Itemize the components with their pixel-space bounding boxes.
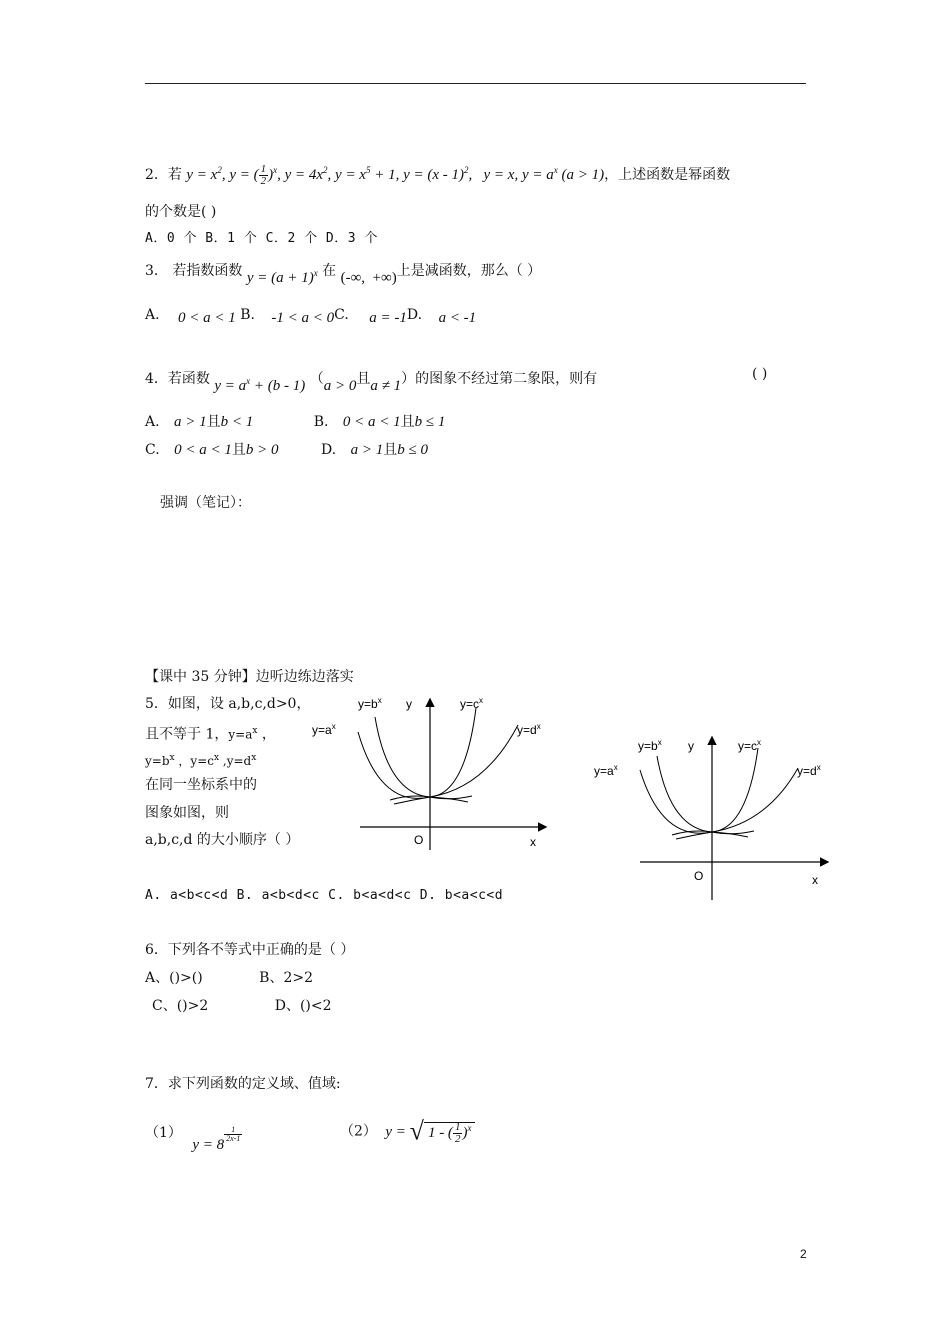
q3-lead: 3． 若指数函数 — [145, 263, 243, 279]
fig1-label-o: O — [414, 833, 424, 847]
q7-part1 — [145, 1118, 242, 1153]
q7-p2-label: （2） — [340, 1123, 377, 1140]
q4-lead: 4．若函数 — [145, 371, 210, 387]
q7-p1-label: （1） — [145, 1125, 182, 1141]
q4-options-ab — [145, 412, 445, 432]
q7-part2 — [340, 1118, 475, 1145]
q3-opt-c: C. — [334, 307, 349, 323]
q5-line5: 图象如图，则 — [145, 805, 229, 821]
q6-opt-b: B、2>2 — [259, 970, 313, 986]
q4-opt-d-expr: a > 1 — [350, 442, 384, 458]
q5-yd: y=d — [226, 754, 252, 768]
q6-opt-a: A、()>() — [145, 970, 203, 986]
section-heading: 【课中 35 分钟】边听边练边落实 — [145, 669, 354, 685]
figure-1 — [300, 690, 560, 860]
q3-opt-a: A. — [145, 307, 160, 323]
q6-lead: 6．下列各不等式中正确的是（ ） — [145, 942, 355, 958]
q4-opt-d-qie: 且 — [383, 442, 398, 458]
q4-opt-c-expr: 0 < a < 1 — [174, 442, 232, 458]
q2-formula: $y = x^2$, y = ( $\frac{1}{2}$ )$^x$, $y = 4x^2$, $y = x^5 + 1$, y = (x - 1)$^2$, y = x, $y = a^x$ (a > 1) — [186, 163, 605, 188]
q3-zai: 在 — [322, 263, 337, 279]
q4-opt-c-expr2: b > 0 — [245, 442, 279, 458]
q5-ya: y=a — [228, 727, 253, 742]
q5-ya-sup: x — [252, 726, 258, 736]
q5-line3: $y=b^x$ ，$y=c^x$ $,y=d^x$ — [145, 753, 257, 768]
q5-yb: y=b — [145, 754, 170, 768]
q4-opt-d: D. — [320, 442, 337, 458]
q6-opt-d: D、()<2 — [274, 998, 332, 1014]
q4-opt-b-qie: 且 — [400, 414, 415, 430]
fig2-label-x: x — [812, 873, 818, 887]
fig1-label-y: y — [406, 697, 412, 711]
q2-line1 — [145, 160, 730, 187]
q4-opt-b: B. — [313, 414, 329, 430]
q4-cond2: a ≠ 1 — [370, 378, 402, 394]
q4-opt-c-qie: 且 — [231, 442, 246, 458]
q2-formula-tail: ，上述函数是幂函数 — [604, 167, 731, 183]
q5-line6: a,b,c,d 的大小顺序（ ） — [145, 832, 300, 848]
q3-opt-b-expr: -1 < a < 0 — [271, 310, 335, 326]
q7-p1-formula: y = 8 $^{\frac{1}{2x-1}}$ — [192, 1125, 241, 1153]
q6-opt-c: C、()>2 — [152, 998, 209, 1014]
q3-opt-c-expr: a = -1 — [369, 310, 407, 326]
q4-opt-c: C. — [145, 442, 160, 458]
fig2-label-bx: $y=b^x$ — [638, 738, 662, 753]
fig2-curve-d — [676, 768, 798, 839]
q3-opt-b: B. — [240, 307, 255, 323]
fig2-label-dx: $y=d^x$ — [797, 763, 821, 778]
q5-line1: 5．如图，设 a,b,c,d>0， — [145, 696, 311, 712]
q7-p2-formula: y = — [385, 1123, 410, 1140]
fig1-label-bx: $y=b^x$ — [358, 696, 382, 711]
q5-yc: y=c — [190, 754, 214, 768]
q4-cond1: a > 0 — [323, 378, 357, 394]
q4-formula: $y = a^x + (b - 1)$ — [214, 376, 306, 394]
q6-options-ab — [145, 968, 313, 988]
q4-opt-a: A. — [145, 414, 160, 430]
fig2-label-cx: $y=c^x$ — [738, 738, 762, 753]
q5-yb-sup: x — [169, 753, 175, 763]
q5-yd-sup: x — [251, 753, 257, 763]
q7-p2-sqrt-sign: √ — [409, 1116, 424, 1146]
q2-line2: 的个数是( ) — [145, 204, 217, 220]
fig2-label-y: y — [688, 739, 694, 753]
q3-opt-a-expr: 0 < a < 1 — [178, 310, 236, 326]
q3-opt-d: D. — [406, 307, 423, 323]
q4-qie: 且 — [356, 371, 371, 387]
q5-options: A. a<b<c<d B. a<b<d<c C. b<a<d<c D. b<a<c<d — [145, 888, 504, 903]
fig2-curve-c — [672, 748, 758, 835]
q3-tail: 上是减函数，那么（ ） — [396, 263, 542, 279]
fig1-label-x: x — [530, 835, 536, 849]
q7-p2-radicand: 1 - ( $\frac{1}{2}$ )$^x$ — [424, 1122, 476, 1143]
header-rule — [145, 83, 806, 84]
fig1-curve-c — [390, 708, 476, 800]
fig2-label-ax: $y=a^x$ — [594, 763, 618, 778]
q5-line2-text: 且不等于 1， — [145, 726, 229, 743]
fig2-label-o: O — [694, 869, 704, 883]
q4-options-cd — [145, 440, 428, 460]
figure-2 — [590, 730, 840, 905]
q4-bracket: ( ) — [752, 366, 768, 382]
q2-options: A．0 个 B．1 个 C．2 个 D．3 个 — [145, 231, 378, 246]
q4-opt-b-expr: 0 < a < 1 — [342, 414, 401, 430]
q5-line2: 且不等于 1，$y=a^x$ ， — [145, 726, 276, 743]
q3-formula: $y = (a + 1)^x$ — [246, 268, 318, 286]
fig1-label-cx: $y=c^x$ — [460, 696, 484, 711]
q4-opt-b-expr2: b ≤ 1 — [414, 414, 446, 430]
q7-lead: 7．求下列函数的定义域、值域: — [145, 1076, 341, 1092]
fig2-curve-b — [657, 756, 754, 834]
q4-opt-d-expr2: b ≤ 0 — [397, 442, 428, 458]
q4-line — [145, 364, 598, 394]
q3-opt-d-expr: a < -1 — [438, 310, 477, 326]
q4-paren: （ — [309, 371, 324, 387]
q4-opt-a-expr: a > 1 — [174, 414, 207, 430]
q3-options — [145, 305, 476, 325]
q4-opt-a-expr2: b < 1 — [220, 414, 254, 430]
fig1-curve-b — [375, 717, 472, 799]
q4-tail: ）的图象不经过第二象限，则有 — [401, 371, 598, 387]
q5-line4: 在同一坐标系中的 — [145, 777, 257, 793]
q2-lead: 2．若 — [145, 167, 182, 183]
page-number: 2 — [800, 1247, 807, 1261]
q6-options-cd — [152, 996, 332, 1016]
note-heading: 强调（笔记）： — [160, 495, 251, 511]
q4-opt-a-qie: 且 — [206, 414, 221, 430]
q5-yc-sup: x — [213, 753, 220, 763]
fig1-label-ax: $y=a^x$ — [312, 722, 336, 737]
q3-line — [145, 256, 542, 286]
fig1-label-dx: $y=d^x$ — [517, 722, 541, 737]
q3-interval: (-∞, +∞) — [340, 270, 397, 286]
